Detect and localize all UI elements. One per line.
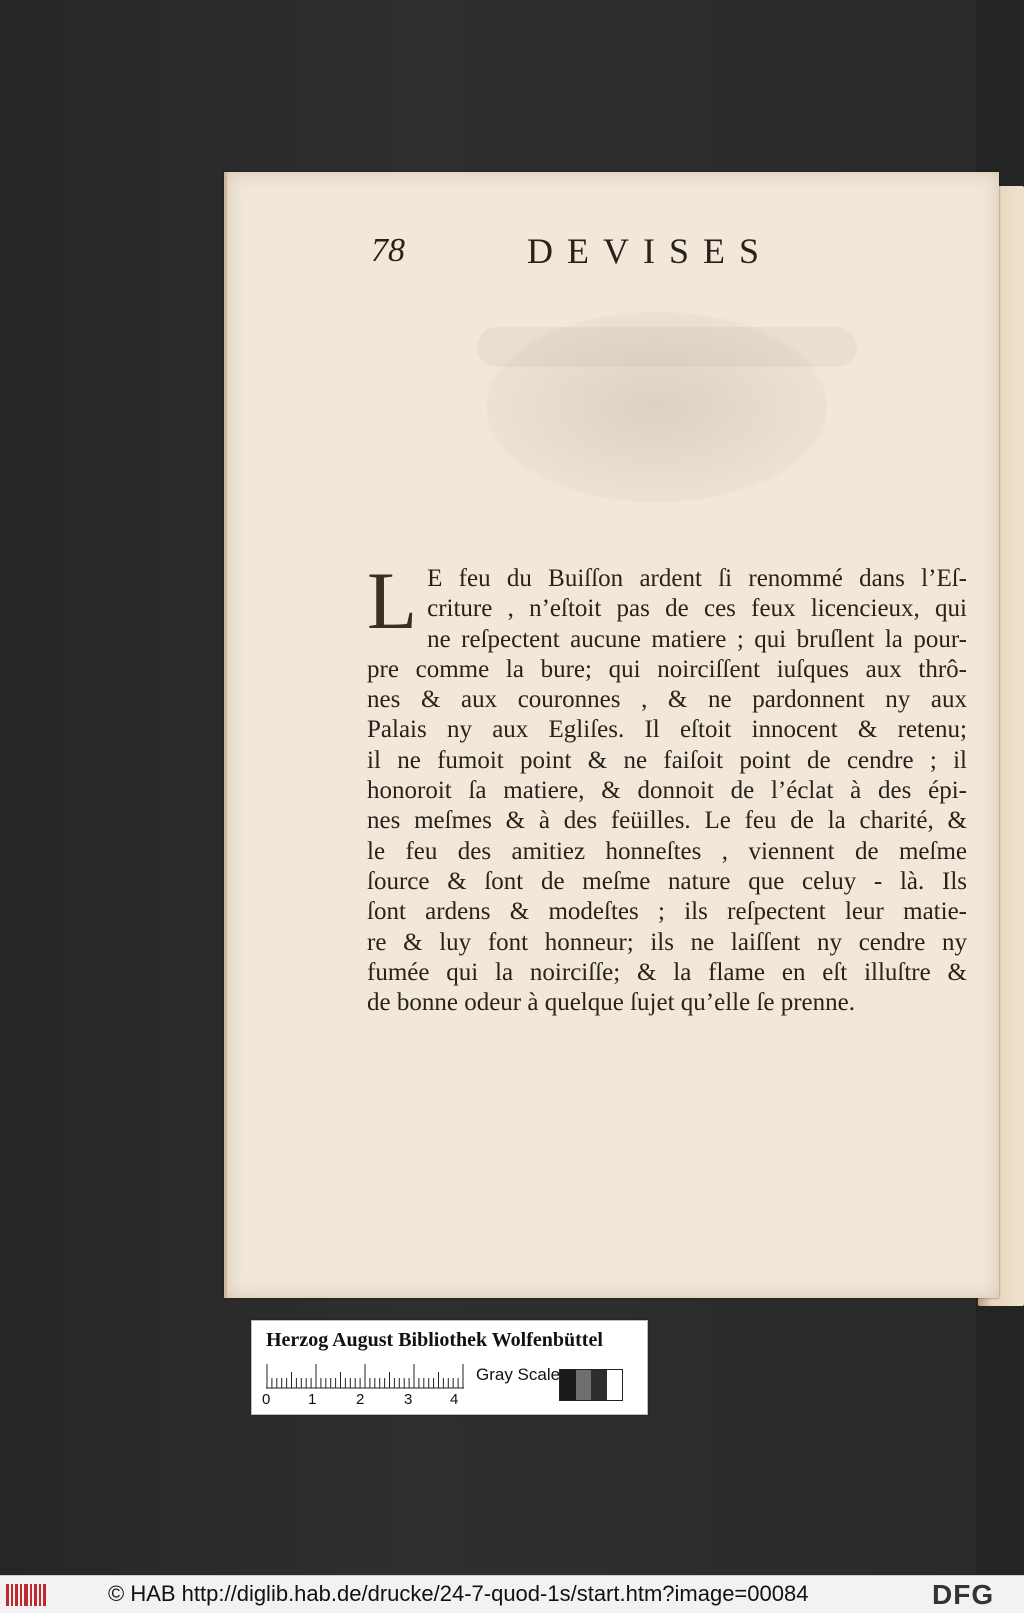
- text-line: E feu du Buiſſon ardent ſi renommé dans l’Eſ-: [427, 565, 967, 592]
- text-line: criture , n’eſtoit pas de ces feux licencieux, qui: [427, 595, 967, 623]
- footer-bar: [0, 1575, 1024, 1613]
- text-line: pre comme la bure; qui noirciſſent iuſques aux thrô-: [367, 655, 967, 683]
- text-line: nes meſmes & à des feüilles. Le feu de la charité, &: [367, 807, 967, 835]
- ruler-number: 2: [356, 1391, 365, 1408]
- show-through-emblem: [487, 312, 827, 502]
- text-line: honoroit ſa matiere, & donnoit de l’éclat à des épi-: [367, 777, 967, 805]
- footer-citation: © HAB http://diglib.hab.de/drucke/24-7-quod-1s/start.htm?image=00084: [108, 1581, 809, 1606]
- text-line: nes & aux couronnes , & ne pardonnent ny aux: [367, 686, 967, 714]
- text-line: Palais ny aux Egliſes. Il eſtoit innocent & retenu;: [367, 716, 967, 744]
- gray-scale-label: Gray Scale: [476, 1365, 561, 1384]
- body-text: [367, 555, 967, 1018]
- text-line: fumée qui la noirciſſe; & la flame en eſt illuſtre &: [367, 958, 967, 986]
- text-line: ſont ardens & modeſtes ; ils reſpectent leur matie-: [367, 898, 967, 926]
- ruler-number: 4: [450, 1391, 459, 1408]
- book-page: [224, 172, 999, 1298]
- text-line: ne reſpectent aucune matiere ; qui bruſlent la pour-: [427, 625, 967, 653]
- ruler-scale: [266, 1363, 464, 1389]
- page-number: 78: [371, 232, 405, 269]
- text-line: de bonne odeur à quelque ſujet qu’elle ſe prenne.: [367, 989, 856, 1017]
- ruler-numbers: [262, 1391, 462, 1409]
- text-line: ſource & ſont de meſme nature que celuy - là. Ils: [367, 867, 967, 895]
- ruler-number: 1: [308, 1391, 317, 1408]
- library-name: Herzog August Bibliothek Wolfenbüttel: [266, 1329, 603, 1351]
- barcode-icon: [6, 1582, 46, 1608]
- running-head: DEVISES: [527, 231, 774, 271]
- ruler-number: 0: [262, 1391, 271, 1408]
- gray-scale-swatch: [559, 1369, 623, 1401]
- ruler-number: 3: [404, 1391, 413, 1408]
- text-line: re & luy font honneur; ils ne laiſſent ny cendre ny: [367, 928, 967, 956]
- library-label-card: [251, 1320, 648, 1415]
- text-line: il ne fumoit point & ne faiſoit point de cendre ; il: [367, 746, 967, 774]
- dfg-logo: DFG: [932, 1579, 995, 1610]
- drop-cap: L: [367, 555, 418, 646]
- text-line: le feu des amitiez honneſtes , viennent de meſme: [367, 837, 967, 865]
